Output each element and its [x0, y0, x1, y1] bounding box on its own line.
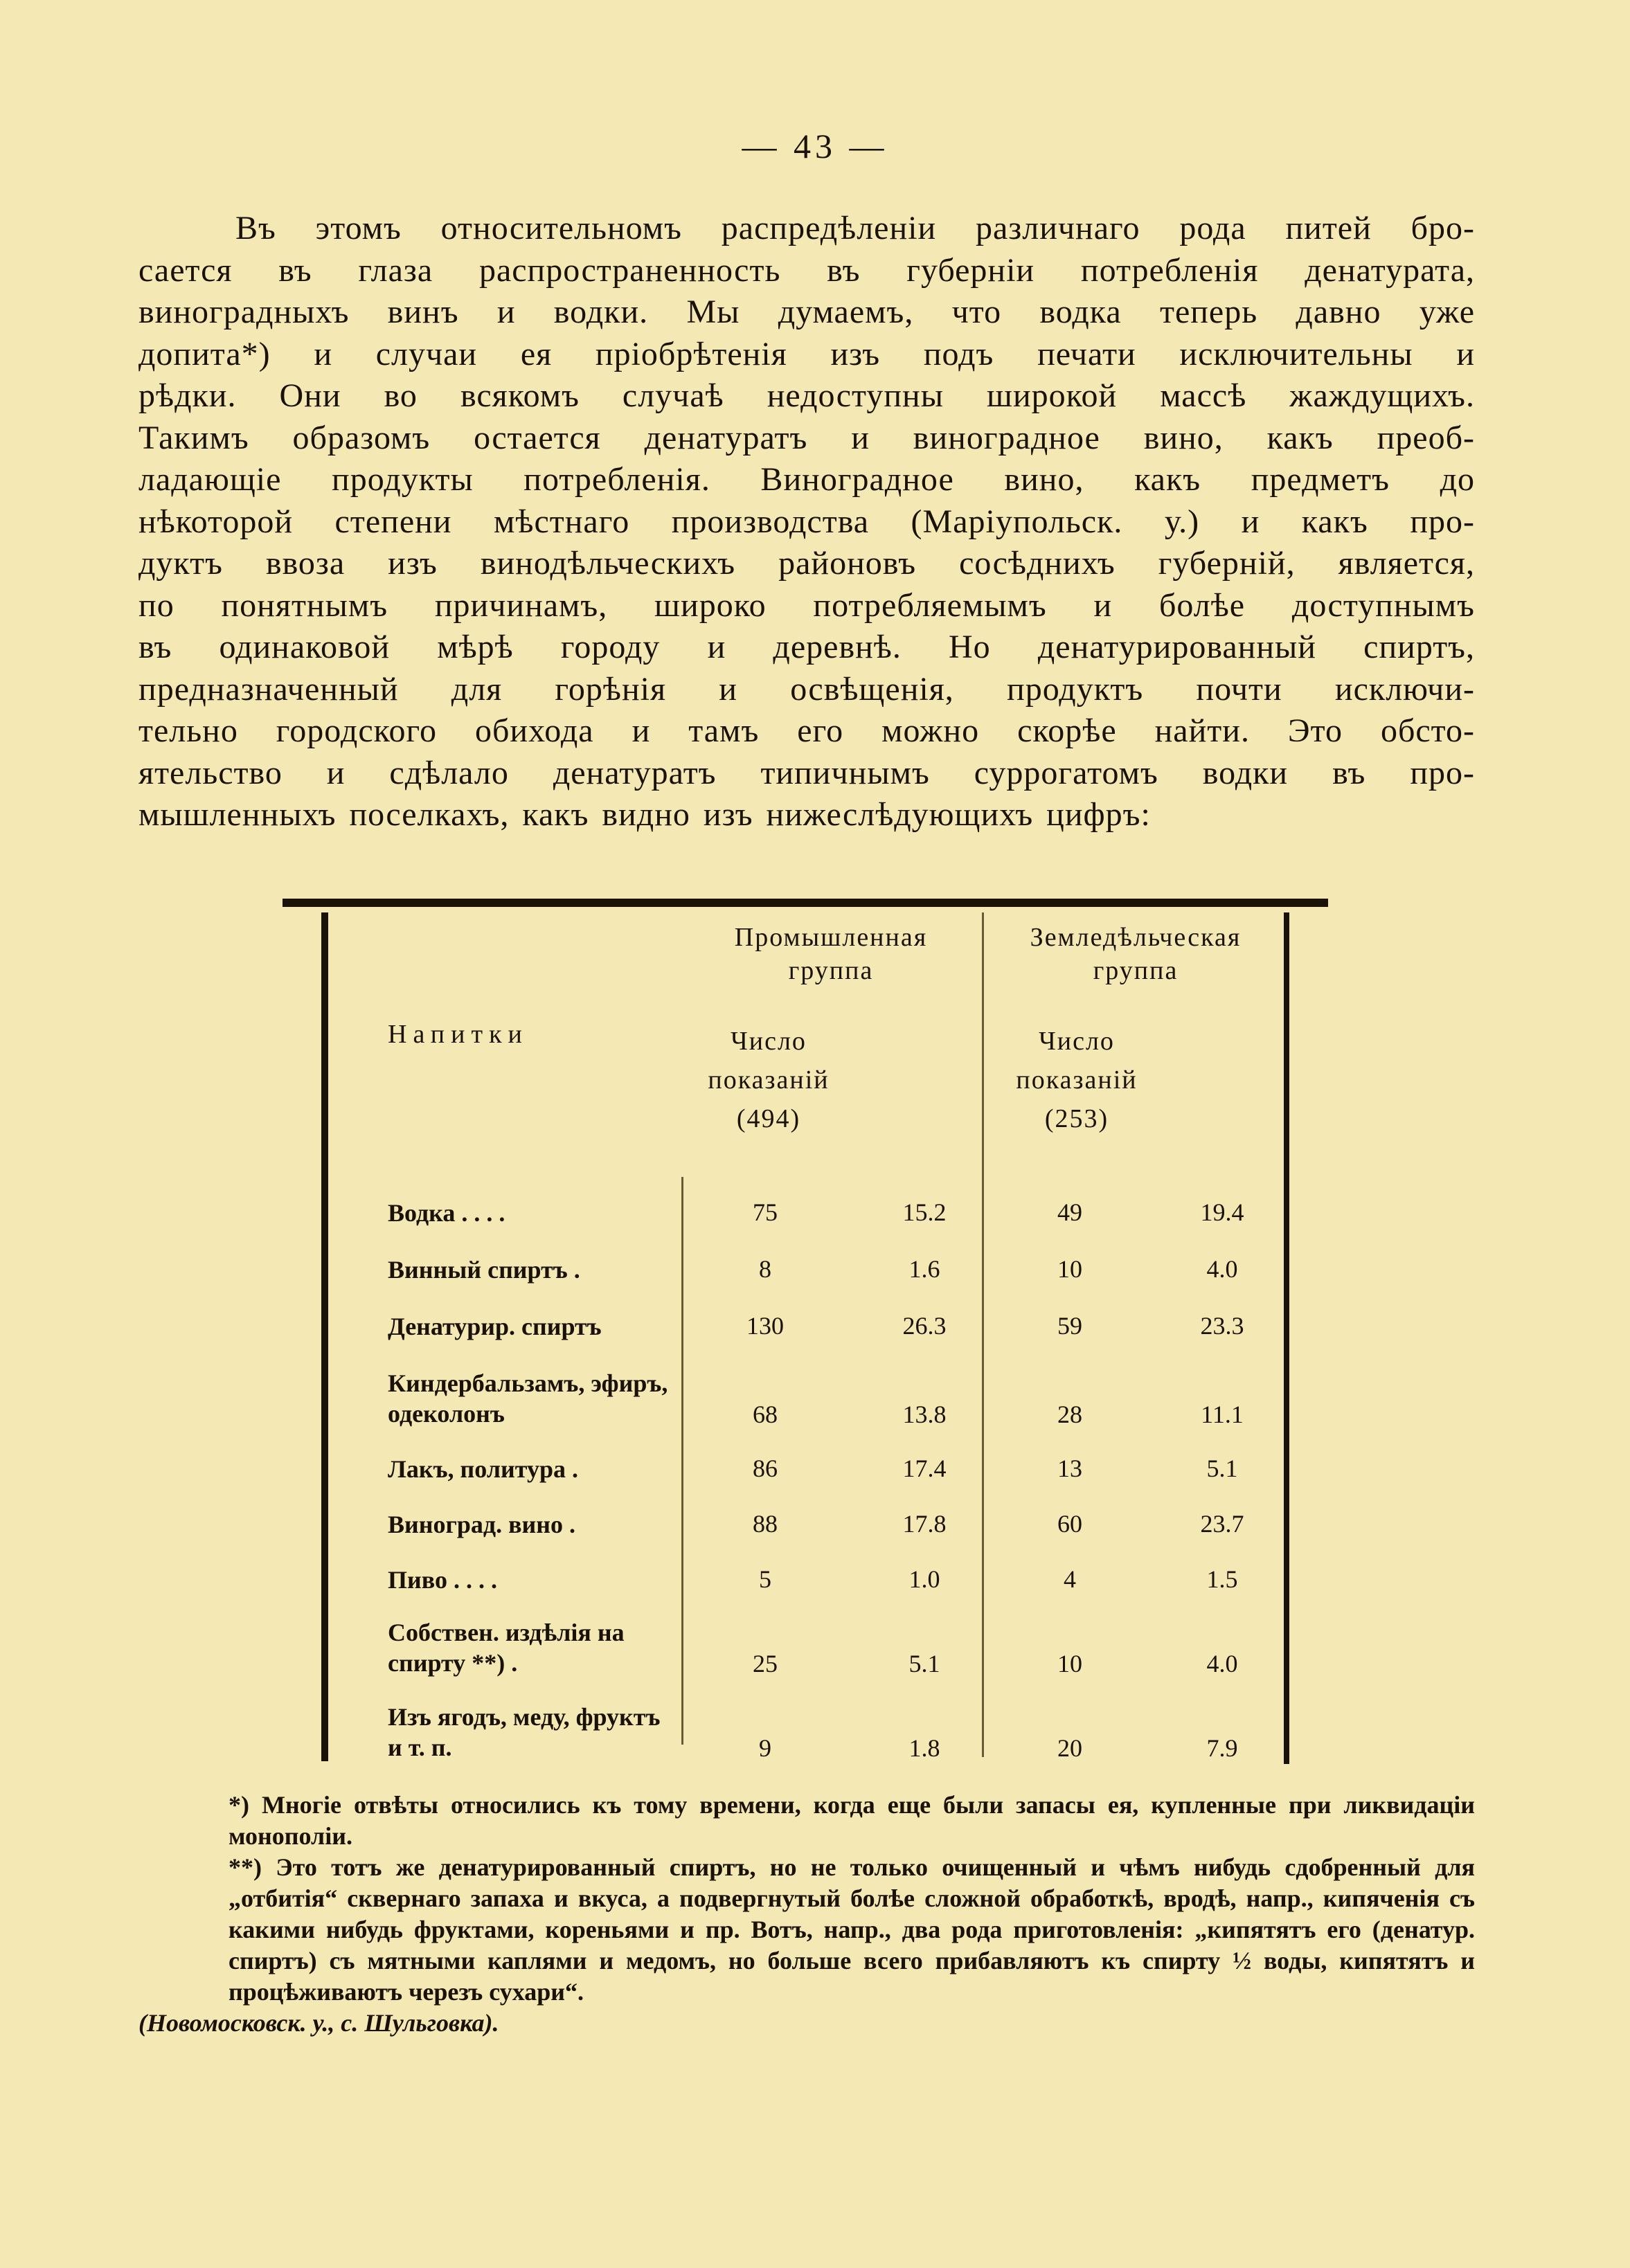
cell-agricultural-percent: 4.0	[1206, 1255, 1238, 1283]
table-left-border	[321, 912, 328, 1761]
paragraph-line: Такимъ образомъ остается денатуратъ и виноградное вино, какъ преоб-	[138, 419, 1475, 456]
header-agricultural-group: Земледѣльческая группа	[1030, 923, 1242, 985]
cell-agricultural-percent: 5.1	[1206, 1455, 1238, 1482]
cell-agricultural-count: 10	[1057, 1650, 1082, 1677]
row-label: Собствен. издѣлія на спирту **) .	[388, 1619, 625, 1677]
cell-agricultural-count: 4	[1064, 1565, 1076, 1593]
cell-industrial-count: 25	[753, 1650, 778, 1677]
footnote-2-source: (Новомосковск. у., с. Шульговка).	[138, 2009, 499, 2037]
cell-industrial-percent: 1.6	[908, 1255, 940, 1283]
table-column-divider	[681, 1177, 683, 1745]
header-count-agricultural: Число показаній (253)	[1016, 1027, 1138, 1133]
cell-industrial-count: 68	[753, 1401, 778, 1428]
cell-agricultural-count: 20	[1057, 1734, 1082, 1762]
cell-agricultural-count: 10	[1057, 1255, 1082, 1283]
row-label: Виноград. вино .	[388, 1511, 576, 1538]
cell-industrial-percent: 26.3	[902, 1312, 947, 1340]
cell-industrial-percent: 1.8	[908, 1734, 940, 1762]
row-label: Пиво . . . .	[388, 1566, 497, 1594]
cell-agricultural-percent: 1.5	[1206, 1565, 1238, 1593]
cell-agricultural-count: 13	[1057, 1455, 1082, 1482]
cell-agricultural-percent: 4.0	[1206, 1650, 1238, 1677]
cell-industrial-count: 75	[753, 1198, 778, 1226]
paragraph-line: рѣдки. Они во всякомъ случаѣ недоступны широкой массѣ жаждущихъ.	[138, 377, 1475, 414]
cell-agricultural-count: 59	[1057, 1312, 1082, 1340]
row-label: Изъ ягодъ, меду, фруктъ и т. п.	[388, 1703, 661, 1761]
header-drinks: Напитки	[388, 1020, 528, 1049]
cell-industrial-percent: 15.2	[902, 1198, 947, 1226]
cell-agricultural-percent: 23.3	[1200, 1312, 1244, 1340]
row-label: Киндербальзамъ, эфиръ, одеколонъ	[388, 1369, 668, 1428]
cell-industrial-count: 8	[759, 1255, 771, 1283]
paragraph-line: ятельство и сдѣлало денатуратъ типичнымъ суррогатомъ водки въ про-	[138, 754, 1475, 791]
cell-industrial-percent: 17.8	[902, 1510, 947, 1538]
row-label: Винный спиртъ .	[388, 1256, 580, 1284]
cell-agricultural-percent: 23.7	[1200, 1510, 1244, 1538]
table-top-rule	[283, 899, 1328, 907]
cell-industrial-count: 86	[753, 1455, 778, 1482]
cell-agricultural-percent: 7.9	[1206, 1734, 1238, 1762]
cell-agricultural-count: 49	[1057, 1198, 1082, 1226]
header-count-industrial: Число показаній (494)	[708, 1027, 830, 1133]
cell-industrial-percent: 13.8	[902, 1401, 947, 1428]
cell-industrial-percent: 5.1	[908, 1650, 940, 1677]
cell-agricultural-percent: 19.4	[1200, 1198, 1244, 1226]
row-label: Водка . . . .	[388, 1199, 505, 1227]
cell-industrial-count: 9	[759, 1734, 771, 1762]
footnotes	[138, 1790, 1475, 2039]
paragraph-line: по понятнымъ причинамъ, широко потребляемымъ и болѣе доступнымъ	[138, 586, 1475, 624]
paragraph-line: въ одинаковой мѣрѣ городу и деревнѣ. Но денатурированный спиртъ,	[138, 629, 1475, 665]
paragraph-line: ладающіе продукты потребленія. Виноградное вино, какъ предметъ до	[138, 461, 1475, 498]
paragraph-line: сается въ глаза распространенность въ губерніи потребленія денатурата,	[138, 251, 1475, 289]
paragraph-line: нѣкоторой степени мѣстнаго производства (Маріупольск. у.) и какъ про-	[138, 503, 1475, 540]
row-label: Денатурир. спиртъ	[388, 1313, 602, 1340]
row-label: Лакъ, политура .	[388, 1455, 578, 1483]
cell-industrial-count: 88	[753, 1510, 778, 1538]
table-column-divider	[982, 912, 984, 1757]
paragraph-line: мышленныхъ поселкахъ, какъ видно изъ нижеслѣдующихъ цифръ:	[138, 796, 1151, 833]
cell-industrial-count: 5	[759, 1565, 771, 1593]
paragraph-line: Въ этомъ относительномъ распредѣленіи различнаго рода питей бро-	[235, 210, 1475, 246]
paragraph-line: дуктъ ввоза изъ винодѣльческихъ районовъ сосѣднихъ губерній, является,	[138, 545, 1475, 582]
cell-industrial-count: 130	[746, 1312, 784, 1340]
paragraph-line: тельно городского обихода и тамъ его можно скорѣе найти. Это обсто-	[138, 712, 1475, 749]
body-paragraph	[138, 208, 1475, 836]
footnote-1: *) Многіе отвѣты относились къ тому времени, когда еще были запасы ея, купленные при ликвидаціи монополіи.	[229, 1791, 1475, 1850]
cell-industrial-percent: 17.4	[902, 1455, 947, 1482]
cell-agricultural-count: 28	[1057, 1401, 1082, 1428]
footnote-2: **) Это тотъ же денатурированный спиртъ, но не только очищенный и чѣмъ нибудь сдобренный для „отбитія“ сквернаго запаха и вкуса, а подвергнутый болѣе сложной обработкѣ, вродѣ, напр., кипяченія съ какими нибудь фруктами, кореньями и пр. Вотъ, напр., два рода приготовленія: „кипятятъ его (денатур. спиртъ) съ мятными каплями и медомъ, но больше всего прибавляютъ къ спирту ½ воды, кипятятъ и процѣживаютъ черезъ сухари“.	[229, 1853, 1475, 2006]
paragraph-line: допита*) и случаи ея пріобрѣтенія изъ подъ печати исключительны и	[138, 335, 1475, 372]
cell-industrial-percent: 1.0	[908, 1565, 940, 1593]
table-right-border	[1284, 912, 1289, 1764]
cell-agricultural-count: 60	[1057, 1510, 1082, 1538]
page-number: — 43 —	[742, 127, 888, 165]
cell-agricultural-percent: 11.1	[1201, 1401, 1244, 1428]
header-industrial-group: Промышленная группа	[734, 923, 928, 985]
paragraph-line: виноградныхъ винъ и водки. Мы думаемъ, что водка теперь давно уже	[138, 294, 1475, 330]
paragraph-line: предназначенный для горѣнія и освѣщенія, продуктъ почти исключи-	[138, 670, 1475, 708]
